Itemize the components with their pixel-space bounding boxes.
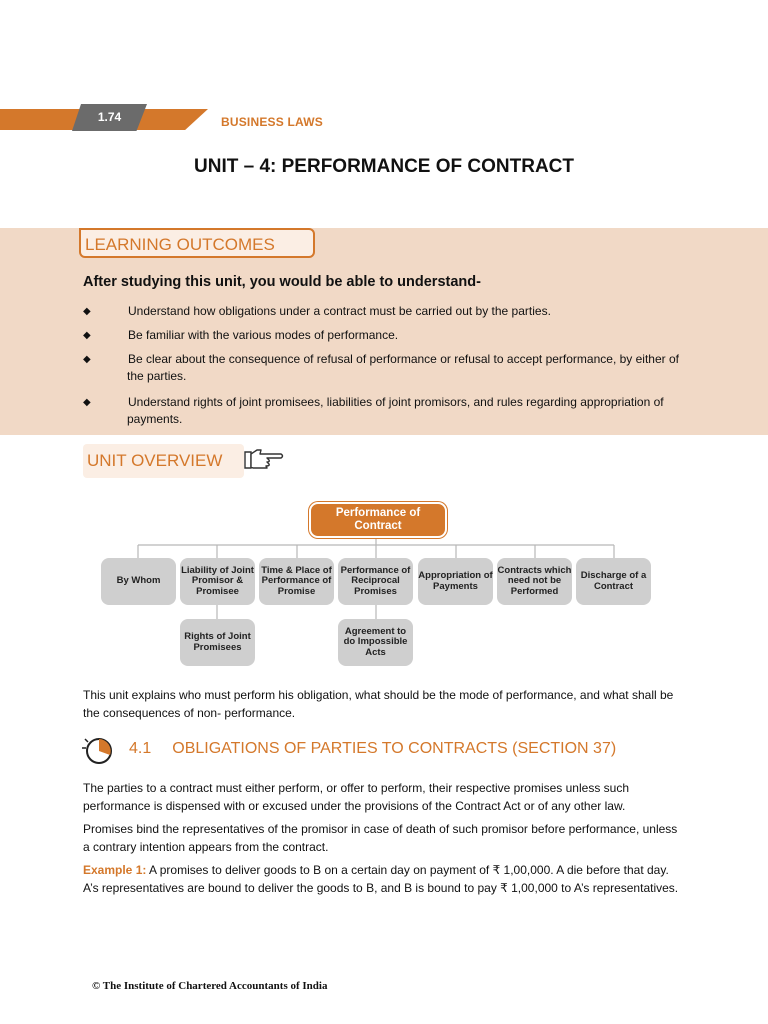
pie-chart-icon	[82, 736, 114, 766]
section-title: OBLIGATIONS OF PARTIES TO CONTRACTS (SECTION 37)	[172, 740, 617, 757]
diagram-node-appropriation: Appropriation of Payments	[418, 558, 493, 605]
section-heading	[129, 740, 616, 758]
outcome-item: ◆ Be familiar with the various modes of performance.	[83, 328, 399, 342]
diamond-bullet-icon: ◆	[83, 330, 91, 341]
diamond-bullet-icon: ◆	[83, 306, 91, 317]
outcome-item: ◆ Be clear about the consequence of refusal of performance or refusal to accept performance, by either of the parties.	[83, 352, 679, 383]
diagram-node-by-whom: By Whom	[101, 558, 176, 605]
diagram-node-not-performed: Contracts which need not be Performed	[497, 558, 572, 605]
running-head: BUSINESS LAWS	[221, 115, 323, 129]
intro-paragraph: This unit explains who must perform his obligation, what should be the mode of performance, and what shall be the consequences of non- performance.	[83, 688, 674, 720]
diagram-node-time-place: Time & Place of Performance of Promise	[259, 558, 334, 605]
diagram-node-discharge: Discharge of a Contract	[576, 558, 651, 605]
footer-copyright: © The Institute of Chartered Accountants of India	[92, 980, 328, 992]
diagram-node-liability: Liability of Joint Promisor & Promisee	[180, 558, 255, 605]
learning-outcomes-intro: After studying this unit, you would be able to understand-	[83, 274, 481, 290]
unit-overview-heading: UNIT OVERVIEW	[87, 451, 223, 470]
outcome-item: ◆ Understand how obligations under a contract must be carried out by the parties.	[83, 304, 551, 318]
outcome-item: ◆ Understand rights of joint promisees, liabilities of joint promisors, and rules regarding appropriation of payments.	[83, 395, 664, 426]
diagram-node-reciprocal: Performance of Reciprocal Promises	[338, 558, 413, 605]
diagram-node-impossible-acts: Agreement to do Impossible Acts	[338, 619, 413, 666]
diamond-bullet-icon: ◆	[83, 354, 91, 365]
diagram-node-joint-promisees: Rights of Joint Promisees	[180, 619, 255, 666]
diamond-bullet-icon: ◆	[83, 397, 91, 408]
paragraph: The parties to a contract must either perform, or offer to perform, their respective promises unless such performance is dispensed with or excused under the provisions of the Contract Act or of any other law.	[83, 781, 630, 813]
section-number: 4.1	[129, 740, 152, 757]
learning-outcomes-heading: LEARNING OUTCOMES	[79, 228, 315, 258]
example-paragraph: Example 1: A promises to deliver goods to B on a certain day on payment of ₹ 1,00,000. A die before that day. A’s representatives are bound to deliver the goods to B, and B is bound to pay ₹ 1,00,000 to A’s representatives.	[83, 863, 679, 895]
page-number: 1.74	[97, 110, 122, 124]
example-label: Example 1:	[83, 863, 147, 877]
unit-title: UNIT – 4: PERFORMANCE OF CONTRACT	[194, 156, 574, 177]
paragraph: Promises bind the representatives of the promisor in case of death of such promisor before performance, unless a contrary intention appears from the contract.	[83, 822, 678, 854]
diagram-root-node: Performance of Contract	[309, 502, 447, 538]
